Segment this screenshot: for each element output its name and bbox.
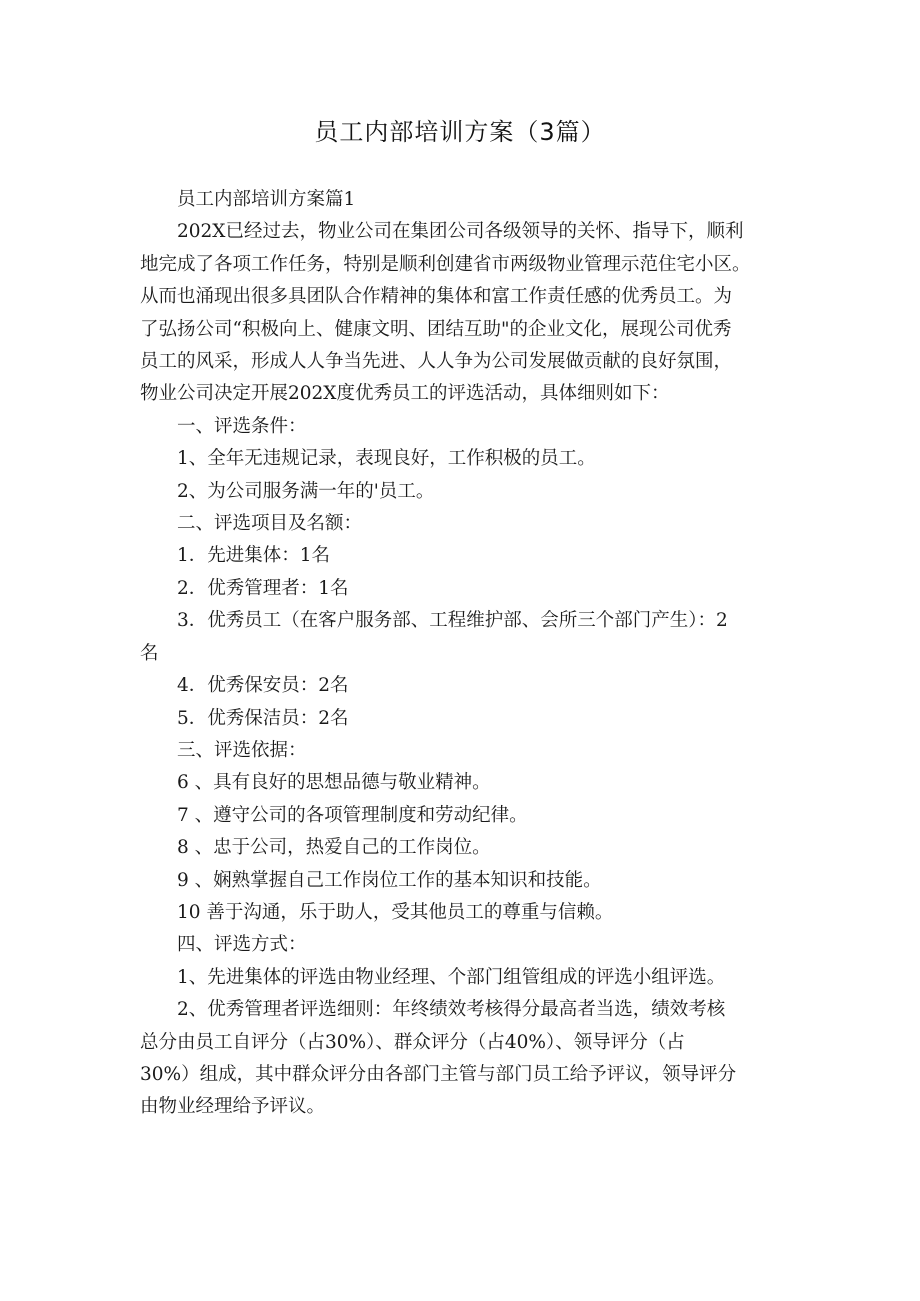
paragraph-line: 9 、娴熟掌握自己工作岗位工作的基本知识和技能。: [177, 869, 602, 891]
paragraph-line: 员工的风采，形成人人争当先进、人人争为公司发展做贡献的良好氛围，: [140, 351, 733, 373]
paragraph-line: 二、评选项目及名额：: [177, 513, 363, 535]
paragraph-line: 了弘扬公司“积极向上、健康文明、团结互助"的企业文化，展现公司优秀: [140, 318, 732, 340]
paragraph-line: 7 、遵守公司的各项管理制度和劳动纪律。: [177, 804, 528, 826]
paragraph-line: 2．优秀管理者：1名: [177, 577, 349, 599]
paragraph-line: 物业公司决定开展202X度优秀员工的评选活动，具体细则如下：: [140, 383, 670, 405]
paragraph-line: 由物业经理给予评议。: [140, 1096, 326, 1118]
paragraph-line: 一、评选条件：: [177, 415, 307, 437]
document-body: [140, 184, 790, 1124]
paragraph-line: 2、优秀管理者评选细则：年终绩效考核得分最高者当选，绩效考核: [177, 999, 726, 1021]
paragraph-line: 202X已经过去，物业公司在集团公司各级领导的关怀、指导下，顺利: [177, 221, 744, 243]
paragraph-line: 四、评选方式：: [177, 934, 307, 956]
paragraph-line: 1、全年无违规记录，表现良好，工作积极的员工。: [177, 448, 596, 470]
paragraph-line: 1、先进集体的评选由物业经理、个部门组管组成的评选小组评选。: [177, 966, 726, 988]
paragraph-line: 3．优秀员工（在客户服务部、工程维护部、会所三个部门产生）：2: [177, 610, 728, 632]
paragraph-line: 地完成了各项工作任务，特别是顺利创建省市两级物业管理示范住宅小区。: [140, 253, 751, 275]
paragraph-line: 4．优秀保安员：2名: [177, 675, 349, 697]
paragraph-line: 2、为公司服务满一年的'员工。: [177, 480, 435, 502]
paragraph-line: 6 、具有良好的思想品德与敬业精神。: [177, 772, 491, 794]
paragraph-line: 8 、忠于公司，热爱自己的工作岗位。: [177, 837, 491, 859]
paragraph-line: 30%）组成，其中群众评分由各部门主管与部门员工给予评议，领导评分: [140, 1063, 737, 1085]
document-title: 员工内部培训方案（3篇）: [314, 118, 606, 146]
paragraph-line: 员工内部培训方案篇1: [177, 189, 356, 210]
paragraph-line: 名: [140, 642, 159, 664]
paragraph-line: 5．优秀保洁员：2名: [177, 707, 349, 729]
paragraph-line: 三、评选依据：: [177, 739, 307, 761]
paragraph-line: 从而也涌现出很多具团队合作精神的集体和富工作责任感的优秀员工。为: [140, 286, 733, 308]
paragraph-line: 总分由员工自评分（占30%）、群众评分（占40%）、领导评分（占: [140, 1031, 685, 1053]
paragraph-line: 10 善于沟通，乐于助人，受其他员工的尊重与信赖。: [177, 901, 614, 923]
paragraph-line: 1．先进集体：1名: [177, 545, 331, 567]
